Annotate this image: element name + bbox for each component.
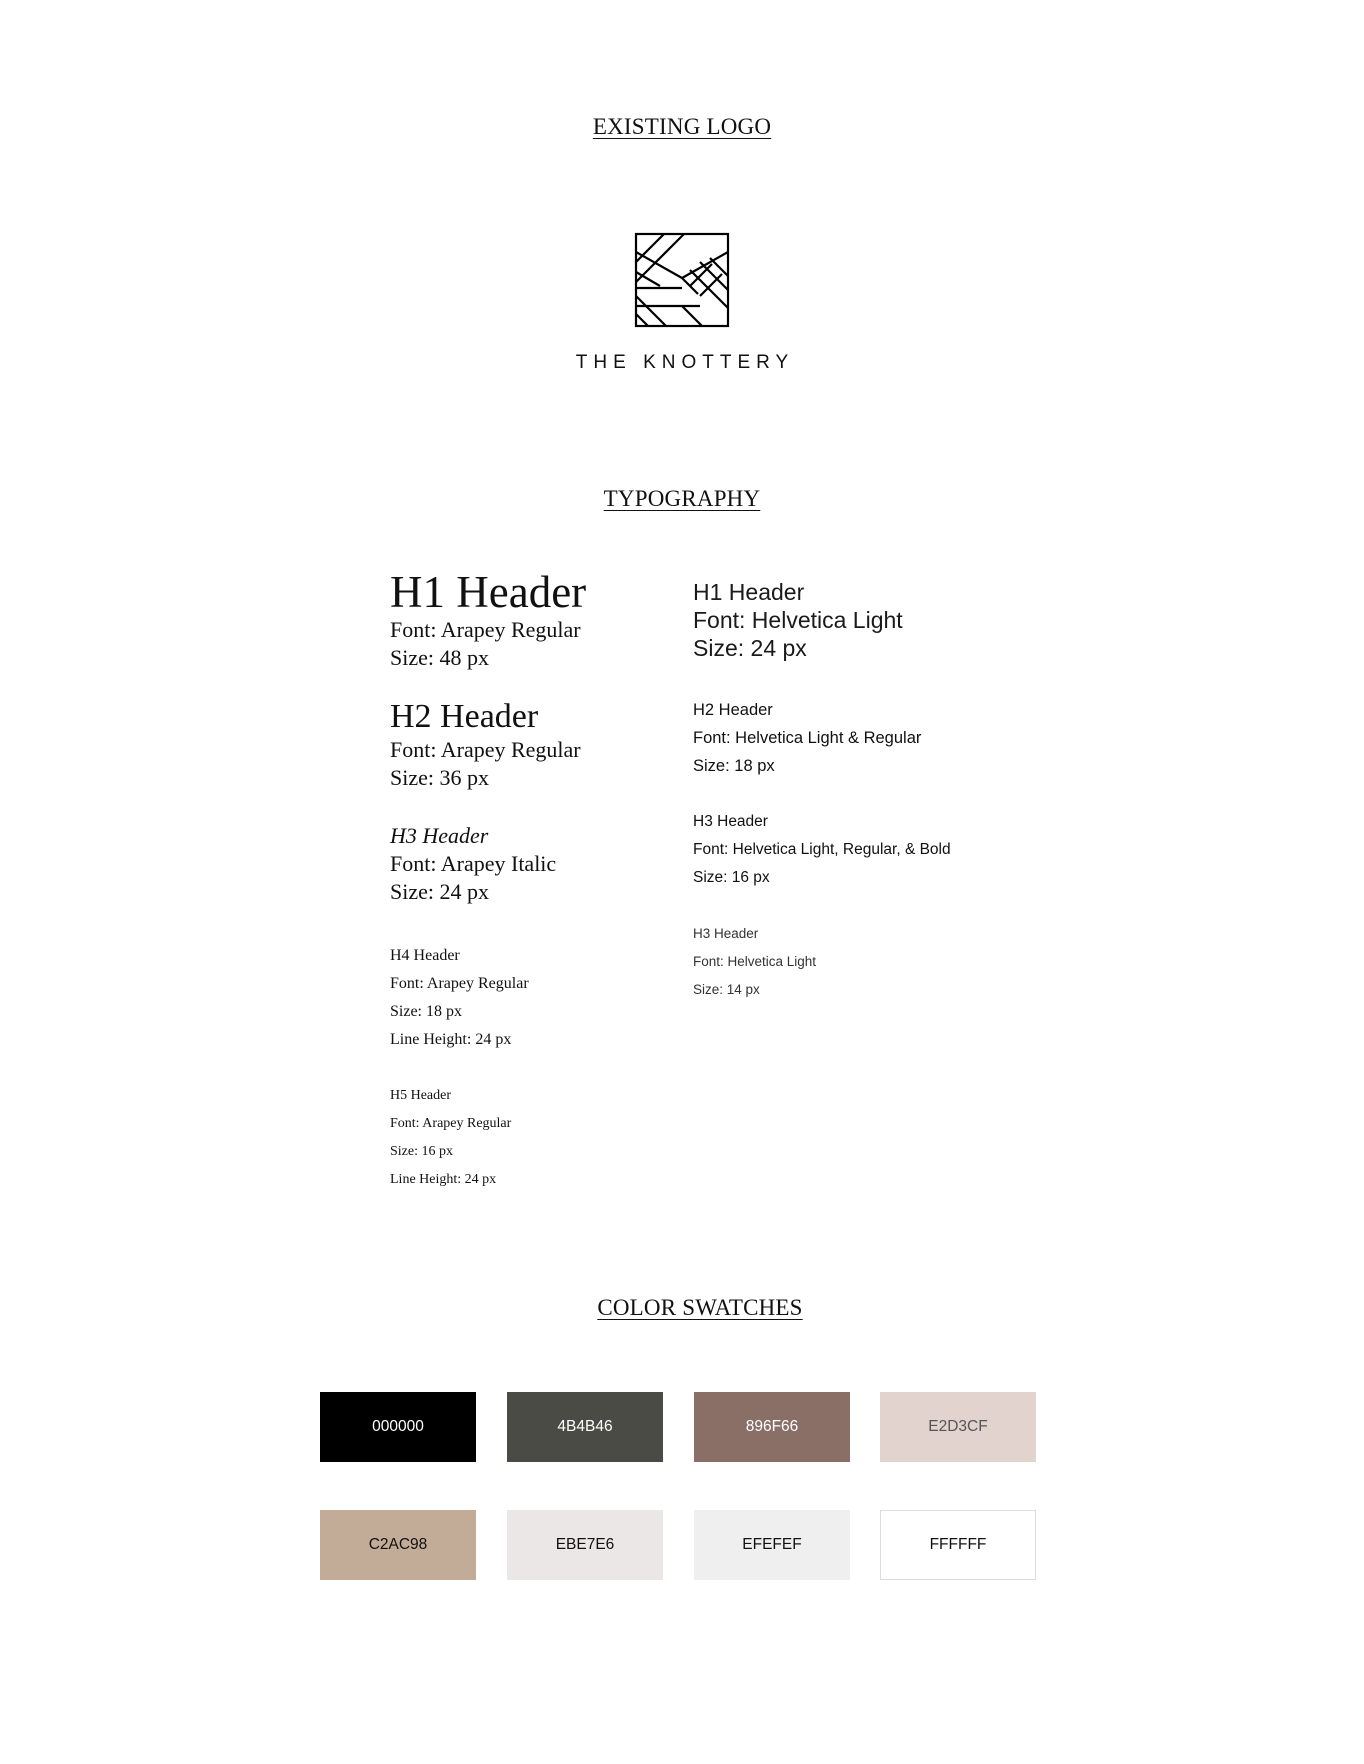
color-swatch-grid (320, 1392, 1040, 1582)
serif-h3-spec (390, 822, 680, 906)
spec-size: Size: 16 px (390, 1144, 453, 1159)
spec-font: Font: Helvetica Light (693, 607, 903, 633)
spec-line-height: Line Height: 24 px (390, 1031, 512, 1048)
spec-title: H3 Header (693, 926, 759, 941)
spec-size: Size: 16 px (693, 869, 770, 886)
serif-h2-spec (390, 698, 680, 792)
sans-h3-small-spec (693, 920, 1023, 1004)
serif-h4-spec (390, 942, 680, 1054)
color-swatch: FFFFFF (880, 1510, 1036, 1580)
spec-font: Font: Helvetica Light, Regular, & Bold (693, 841, 951, 858)
spec-size: Size: 14 px (693, 982, 760, 997)
spec-title: H3 Header (390, 823, 489, 848)
color-swatch: 000000 (320, 1392, 476, 1462)
color-swatch: C2AC98 (320, 1510, 476, 1580)
typography-heading: TYPOGRAPHY (603, 486, 761, 511)
spec-title: H5 Header (390, 1088, 452, 1103)
color-swatch: 896F66 (694, 1392, 850, 1462)
color-swatch: 4B4B46 (507, 1392, 663, 1462)
knottery-knot-icon (634, 232, 730, 328)
color-swatch: EBE7E6 (507, 1510, 663, 1580)
spec-title: H1 Header (390, 567, 587, 617)
spec-size: Size: 24 px (390, 879, 489, 904)
spec-font: Font: Arapey Regular (390, 617, 581, 642)
serif-h1-spec (390, 568, 680, 672)
spec-font: Font: Arapey Regular (390, 737, 581, 762)
swatch-row (320, 1510, 1040, 1582)
logo-wordmark: THE KNOTTERY (575, 352, 795, 373)
spec-font: Font: Helvetica Light & Regular (693, 729, 922, 747)
sans-h1-spec (693, 578, 1023, 662)
logo (0, 232, 1364, 374)
serif-typography-column (390, 568, 680, 1194)
serif-h5-spec (390, 1082, 680, 1194)
spec-title: H3 Header (693, 813, 768, 830)
spec-size: Size: 18 px (390, 1003, 462, 1020)
swatch-row (320, 1392, 1040, 1464)
spec-title: H1 Header (693, 579, 805, 605)
spec-size: Size: 36 px (390, 765, 489, 790)
spec-font: Font: Arapey Regular (390, 975, 529, 992)
color-swatch: E2D3CF (880, 1392, 1036, 1462)
color-swatches-heading: COLOR SWATCHES (597, 1295, 803, 1320)
spec-font: Font: Arapey Italic (390, 851, 557, 876)
spec-line-height: Line Height: 24 px (390, 1172, 497, 1187)
sans-typography-column (693, 568, 1023, 1004)
spec-title: H2 Header (390, 698, 539, 735)
sans-h3-spec (693, 808, 1023, 892)
spec-title: H4 Header (390, 947, 460, 964)
spec-size: Size: 24 px (693, 635, 807, 661)
spec-font: Font: Arapey Regular (390, 1116, 512, 1131)
spec-size: Size: 18 px (693, 757, 775, 775)
sans-h2-spec (693, 696, 1023, 780)
existing-logo-heading: EXISTING LOGO (592, 114, 772, 139)
spec-font: Font: Helvetica Light (693, 954, 817, 969)
spec-title: H2 Header (693, 701, 773, 719)
color-swatch: EFEFEF (694, 1510, 850, 1580)
spec-size: Size: 48 px (390, 645, 489, 670)
